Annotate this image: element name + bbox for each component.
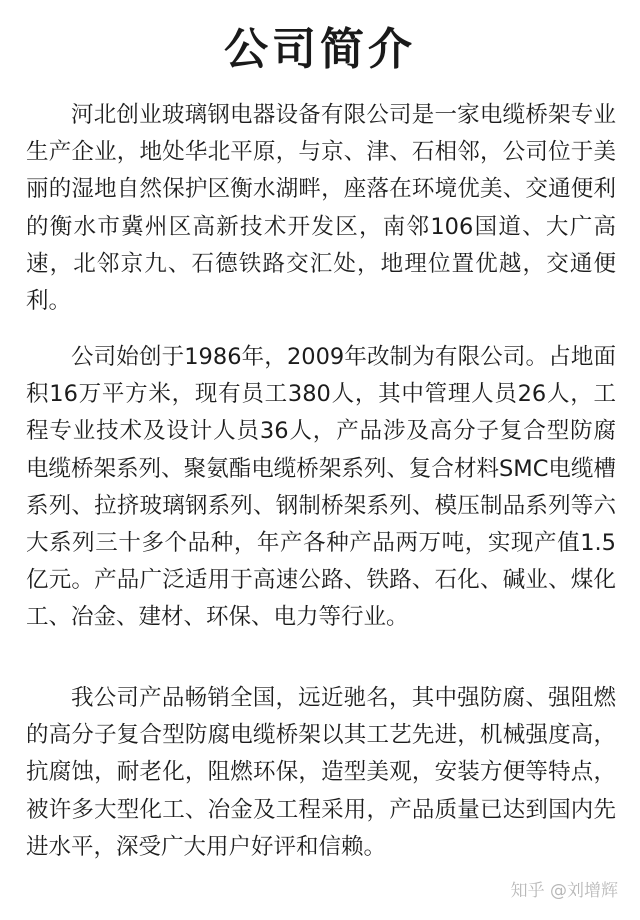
zhihu-watermark: 知乎 @刘增辉 xyxy=(510,881,618,901)
paragraph-company-history: 公司始创于1986年，2009年改制为有限公司。占地面积16万平方米，现有员工380人，其中管理人员26人，工程专业技术及设计人员36人，产品涉及高分子复合型防腐电缆桥架系列、聚氨酯电缆桥架系列、复合材料SMC电缆槽系列、拉挤玻璃钢系列、钢制桥架系列、模压制品系列等六大系列三十多个品种，年产各种产品两万吨，实现产值1.5亿元。产品广泛适用于高速公路、铁路、石化、碱业、煤化工、冶金、建材、环保、电力等行业。 xyxy=(26,344,616,631)
paragraph-company-reputation: 我公司产品畅销全国，远近驰名，其中强防腐、强阻燃的高分子复合型防腐电缆桥架以其工艺先进，机械强度高，抗腐蚀，耐老化，阻燃环保，造型美观，安装方便等特点，被许多大型化工、冶金及工程采用，产品质量已达到国内先进水平，深受广大用户好评和信赖。 xyxy=(26,685,616,860)
page-title: 公司简介 xyxy=(224,24,416,75)
paragraph-company-location: 河北创业玻璃钢电器设备有限公司是一家电缆桥架专业生产企业，地处华北平原，与京、津、石相邻，公司位于美丽的湿地自然保护区衡水湖畔，座落在环境优美、交通便利的衡水市冀州区高新技术开发区，南邻106国道、大广高速，北邻京九、石德铁路交汇处，地理位置优越，交通便利。 xyxy=(26,102,616,315)
